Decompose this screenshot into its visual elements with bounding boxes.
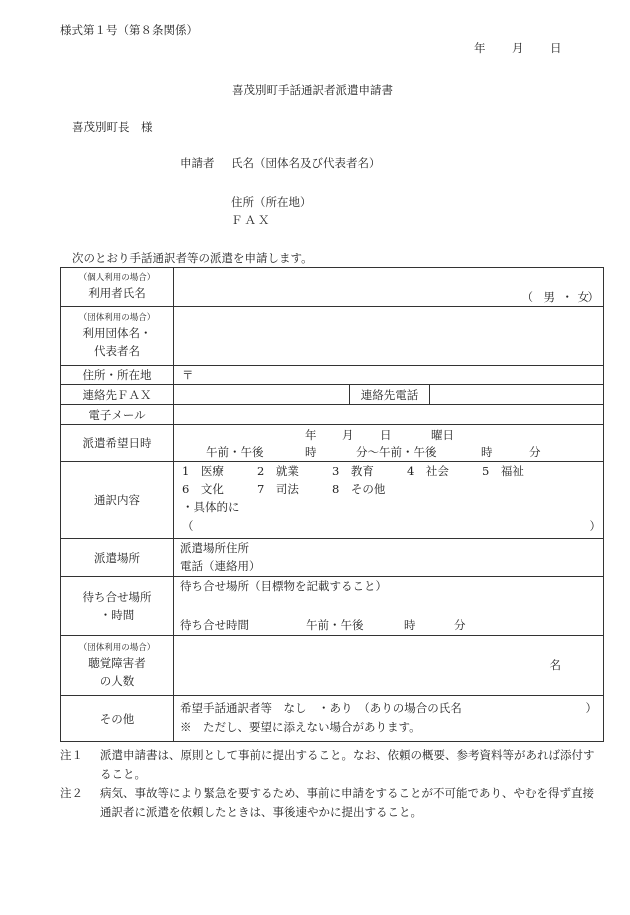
group-name-field[interactable] [174, 307, 604, 366]
gender-male-option[interactable]: 男 [543, 290, 556, 304]
page-title: 喜茂別町手話通訳者派遣申請書 [232, 83, 393, 97]
date-day-label: 日 [550, 41, 562, 55]
intro-text: 次のとおり手話通訳者等の派遣を申請します。 [72, 251, 313, 265]
phone-label: 連絡先電話 [350, 385, 430, 405]
other-field[interactable] [174, 696, 604, 742]
gender-female-option[interactable]: 女 [577, 290, 590, 304]
row-email [61, 405, 604, 425]
group-label-cell [61, 307, 174, 366]
content-item-medical[interactable]: 1 医療 [182, 464, 224, 478]
meeting-label-line2: ・時間 [99, 608, 135, 622]
hearing-label-line1: 聴覚障害者 [88, 655, 146, 670]
dt-hour-end: 時 [481, 445, 493, 459]
email-field[interactable] [174, 405, 604, 425]
group-use-note: （団体利用の場合） [78, 313, 156, 323]
content-item-employment[interactable]: 2 就業 [257, 464, 299, 478]
meeting-time-label: 待ち合せ時間 [180, 618, 249, 632]
note-2-key: 注２ [60, 786, 83, 800]
place-label: 派遣場所 [61, 539, 174, 577]
dt-min-to: 分～午前・午後 [356, 445, 437, 459]
gender-close: ） [587, 290, 600, 304]
user-name-label: 利用者氏名 [88, 286, 146, 300]
datetime-label: 派遣希望日時 [61, 425, 174, 462]
user-name-label-cell [61, 268, 174, 307]
group-label-line1: 利用団体名・ [82, 326, 152, 340]
hearing-label-line2: の人数 [99, 673, 135, 688]
group-label-line2: 代表者名 [94, 344, 140, 358]
hearing-label-cell [61, 636, 174, 696]
date-month-label: 月 [512, 41, 524, 55]
date-year-label: 年 [474, 41, 486, 55]
applicant-address-label: 住所（所在地） [231, 195, 312, 209]
datetime-field[interactable] [174, 425, 604, 462]
row-address [61, 366, 604, 385]
row-contact [61, 385, 604, 405]
gender-separator: ・ [561, 290, 574, 304]
content-specific-label: ・具体的に [182, 500, 240, 514]
application-form-table [60, 267, 604, 742]
content-item-other[interactable]: 8 その他 [332, 482, 386, 496]
content-item-welfare[interactable]: 5 福祉 [482, 464, 524, 478]
place-phone-label: 電話（連絡用） [180, 559, 261, 573]
place-field[interactable] [174, 539, 604, 577]
content-item-culture[interactable]: 6 文化 [182, 482, 224, 496]
row-datetime [61, 425, 604, 462]
row-meeting [61, 577, 604, 636]
email-label: 電子メール [61, 405, 174, 425]
meeting-place-label: 待ち合せ場所（目標物を記載すること） [180, 579, 387, 593]
content-field[interactable] [174, 462, 604, 539]
user-name-field[interactable] [174, 268, 604, 307]
content-item-society[interactable]: 4 社会 [407, 464, 449, 478]
note-2-text: 病気、事故等により緊急を要するため、事前に申請をすることが不可能であり、やむを得ず直接通訳者に派遣を依頼したときは、事後速やかに提出すること。 [100, 786, 595, 819]
row-place [61, 539, 604, 577]
fax-field[interactable] [174, 385, 350, 405]
dt-day: 日 [380, 428, 392, 442]
row-content [61, 462, 604, 539]
postal-mark: 〒 [182, 368, 194, 382]
other-disclaimer: ※ ただし、要望に添えない場合があります。 [180, 720, 421, 734]
individual-use-note: （個人利用の場合） [78, 273, 156, 283]
dt-weekday: 曜日 [431, 428, 454, 442]
place-address-label: 派遣場所住所 [180, 541, 249, 555]
other-preferred-interpreter: 希望手話通訳者等 なし ・あり （ありの場合の氏名 [180, 701, 462, 715]
notes-section [60, 746, 600, 822]
hearing-count-field[interactable] [174, 636, 604, 696]
address-label: 住所・所在地 [61, 366, 174, 385]
fax-label: 連絡先ＦＡＸ [61, 385, 174, 405]
meeting-min: 分 [454, 618, 466, 632]
dt-year: 年 [305, 428, 317, 442]
note-2 [60, 784, 600, 822]
meeting-hour: 時 [404, 618, 416, 632]
content-label: 通訳内容 [61, 462, 174, 539]
row-hearing [61, 636, 604, 696]
address-field[interactable] [174, 366, 604, 385]
other-label: その他 [61, 696, 174, 742]
dt-min-end: 分 [529, 445, 541, 459]
note-1-text: 派遣申請書は、原則として事前に提出すること。なお、依頼の概要、参考資料等があれば添付すること。 [100, 748, 595, 781]
meeting-field[interactable] [174, 577, 604, 636]
addressee: 喜茂別町長 様 [72, 120, 153, 134]
gender-open: （ [521, 290, 534, 304]
applicant-name-label: 氏名（団体名及び代表者名） [231, 156, 381, 170]
hearing-group-note: （団体利用の場合） [78, 642, 156, 653]
row-other [61, 696, 604, 742]
applicant-fax-label: ＦＡＸ [231, 213, 272, 227]
row-user-name [61, 268, 604, 307]
meeting-label-line1: 待ち合せ場所 [82, 590, 152, 604]
content-item-education[interactable]: 3 教育 [332, 464, 374, 478]
phone-field[interactable] [430, 385, 604, 405]
content-paren-close: ） [589, 519, 602, 533]
meeting-label-cell [61, 577, 174, 636]
hearing-unit: 名 [549, 658, 562, 672]
content-paren-open: （ [182, 519, 194, 533]
applicant-label: 申請者 [180, 156, 215, 170]
content-item-judicial[interactable]: 7 司法 [257, 482, 299, 496]
dt-hour-start: 時 [305, 445, 317, 459]
meeting-ampm: 午前・午後 [306, 618, 364, 632]
note-1-key: 注１ [60, 748, 83, 762]
row-group [61, 307, 604, 366]
dt-ampm-start: 午前・午後 [206, 445, 264, 459]
form-number: 様式第１号（第８条関係） [60, 23, 198, 37]
dt-month: 月 [342, 428, 354, 442]
other-paren-close: ） [585, 701, 598, 715]
note-1 [60, 746, 600, 784]
